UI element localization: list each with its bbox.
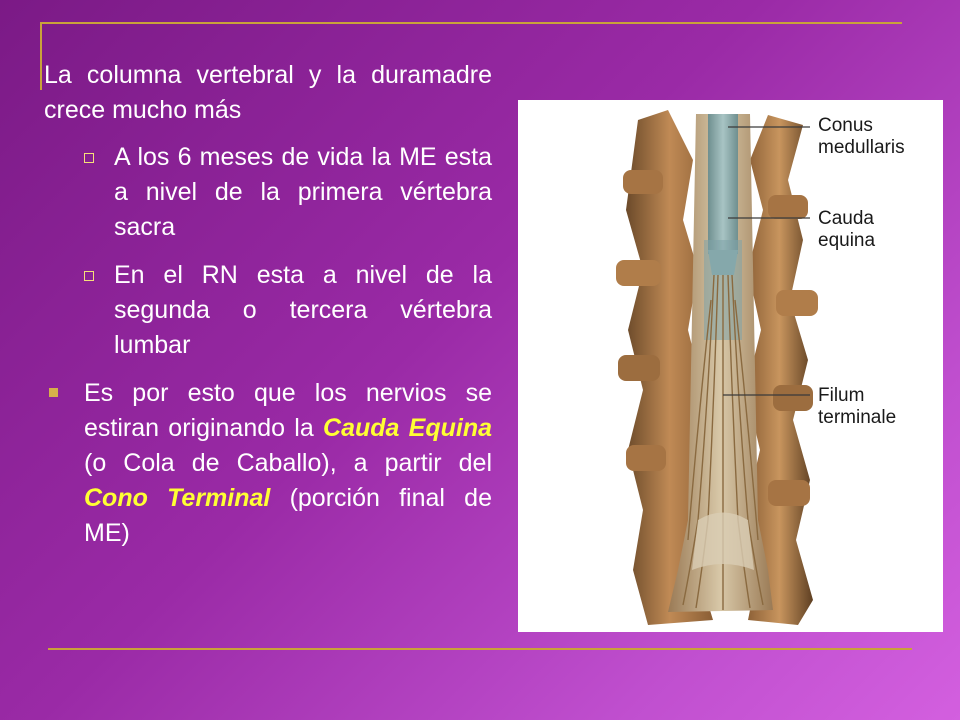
cauda-label-line1: Cauda [818, 208, 874, 229]
main-bullet-text-part3: (porción final de ME) [84, 484, 492, 547]
left-decorative-rule [40, 22, 42, 90]
top-decorative-rule [40, 22, 902, 24]
bottom-decorative-rule [48, 648, 912, 650]
intro-text: La columna vertebral y la duramadre crece mucho más [44, 61, 492, 124]
spinal-specimen-illustration [518, 100, 943, 632]
cauda-label-line2: equina [818, 230, 876, 251]
cono-terminal-highlight: Cono Terminal [84, 484, 271, 512]
sub-bullet-list [44, 140, 492, 363]
conus-medullaris-label [818, 115, 905, 159]
cauda-equina-label [818, 208, 875, 252]
main-bullet-text-part2: (o Cola de Caballo), a partir del [84, 449, 492, 477]
sub-bullet-text: En el RN esta a nivel de la segunda o tercera vértebra lumbar [114, 261, 492, 359]
hollow-square-bullet-icon [84, 153, 94, 163]
sub-bullet-item [44, 258, 492, 363]
cauda-equina-highlight: Cauda Equina [323, 414, 493, 442]
spinal-cord-anatomy-figure [518, 100, 943, 632]
filum-terminale-label [818, 385, 896, 429]
main-bullet-text [84, 379, 492, 547]
main-bullet-text-part1: Es por esto que los nervios se estiran originando la [84, 379, 492, 442]
square-bullet-icon [49, 388, 58, 397]
conus-label-line2: medullaris [818, 137, 905, 158]
filum-label-line2: terminale [818, 407, 897, 428]
sub-bullet-text: A los 6 meses de vida la ME esta a nivel de la primera vértebra sacra [114, 143, 492, 241]
conus-label-line1: Conus [818, 115, 873, 136]
main-bullet-item [44, 376, 492, 551]
filum-label-line1: Filum [818, 385, 865, 406]
slide-text-column [44, 58, 492, 551]
sub-bullet-item [44, 140, 492, 245]
hollow-square-bullet-icon [84, 271, 94, 281]
